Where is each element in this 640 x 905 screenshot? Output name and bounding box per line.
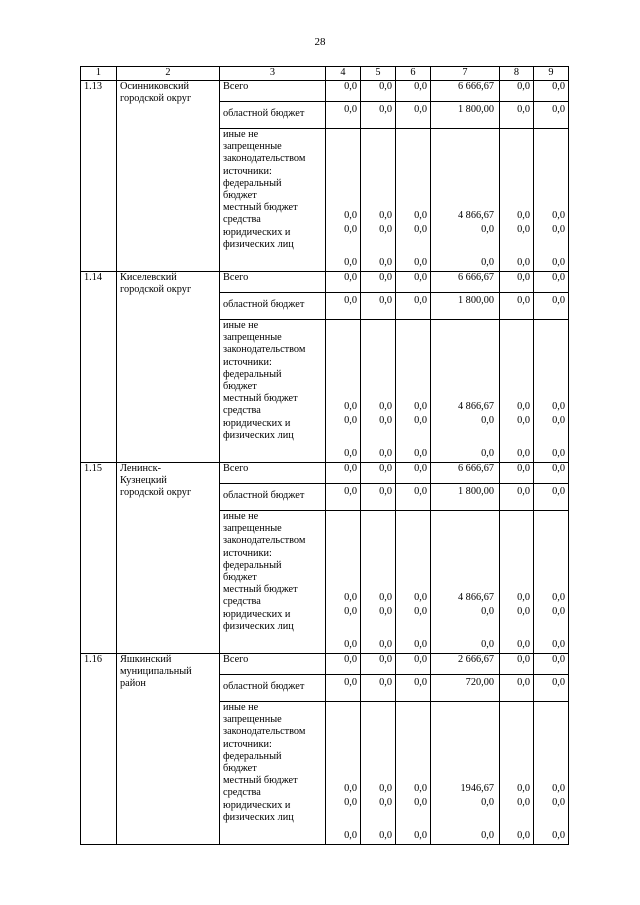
source-oblast-label: областной бюджет [220,102,326,129]
value-cell: 0,0 [500,463,534,484]
value-cell: 0,0 [396,293,431,320]
source-label-line: средства [223,596,261,608]
source-label-line: бюджет [223,381,257,393]
region-name-line: Ленинск- [120,463,162,474]
value-cell: 0,0 [552,783,565,794]
value-cell: 0,0 [414,257,427,268]
value-cell: 0,0 [517,606,530,617]
value-cell: 0,0 [534,102,569,129]
value-cell-stack [500,702,534,845]
value-cell-stack [361,320,396,463]
value-cell: 0,0 [414,797,427,808]
source-label-line: средства [223,787,261,799]
row-index: 1.16 [81,654,117,845]
source-total-label: Всего [220,463,326,484]
value-cell: 0,0 [344,592,357,603]
value-cell: 4 866,67 [457,592,494,603]
value-cell: 0,0 [344,257,357,268]
row-index: 1.14 [81,272,117,463]
source-label-line: иные не [223,511,259,522]
source-total-label: Всего [220,654,326,675]
value-cell: 0,0 [344,783,357,794]
value-cell: 0,0 [361,272,396,293]
value-cell: 0,0 [414,415,427,426]
source-total-label: Всего [220,272,326,293]
value-cell: 0,0 [361,293,396,320]
value-cell: 0,0 [517,210,530,221]
source-oblast-label: областной бюджет [220,484,326,511]
value-cell: 0,0 [379,415,392,426]
value-cell: 0,0 [517,783,530,794]
value-cell: 0,0 [396,654,431,675]
table-row [81,272,569,293]
region-name-line: городской округ [120,487,192,499]
region-name [117,654,220,845]
header-cell: 9 [534,67,569,81]
value-cell: 1946,67 [460,783,494,794]
page-number: 28 [314,36,326,48]
value-cell: 0,0 [361,654,396,675]
source-label-line: законодательством [223,535,306,547]
value-cell: 0,0 [552,415,565,426]
value-cell: 0,0 [552,257,565,268]
value-cell: 0,0 [379,257,392,268]
value-cell: 0,0 [534,81,569,102]
value-cell: 0,0 [481,224,494,235]
value-cell: 0,0 [500,654,534,675]
source-label-line: федеральный [223,559,282,571]
budget-table [80,66,569,845]
value-cell: 0,0 [414,783,427,794]
source-label-line: юридических и [223,799,291,811]
source-label-line: федеральный [223,177,282,189]
value-cell: 0,0 [396,484,431,511]
value-cell: 0,0 [481,415,494,426]
value-cell: 0,0 [481,830,494,841]
value-cell: 0,0 [517,401,530,412]
value-cell: 6 666,67 [431,81,500,102]
source-label-line: запрещенные [223,714,282,726]
table-row [81,654,569,675]
source-label-line: юридических и [223,608,291,620]
source-label-line: физических лиц [223,811,294,823]
source-oblast-label: областной бюджет [220,675,326,702]
source-label-line: иные не [223,320,259,331]
source-label-line: юридических и [223,226,291,238]
value-cell: 0,0 [379,606,392,617]
value-cell: 0,0 [379,639,392,650]
source-label-line: федеральный [223,750,282,762]
value-cell: 0,0 [344,830,357,841]
source-label-line: законодательством [223,726,306,738]
source-label-line: запрещенные [223,141,282,153]
value-cell-stack [326,320,361,463]
value-cell: 0,0 [481,797,494,808]
region-name-line: Кузнецкий [120,475,167,487]
source-other-label [220,511,326,654]
value-cell: 0,0 [552,592,565,603]
value-cell: 0,0 [552,606,565,617]
value-cell: 0,0 [396,102,431,129]
value-cell: 1 800,00 [431,102,500,129]
value-cell: 0,0 [500,81,534,102]
value-cell: 0,0 [344,401,357,412]
value-cell: 0,0 [517,592,530,603]
source-label-line: местный бюджет [223,202,298,214]
value-cell: 0,0 [396,272,431,293]
value-cell: 0,0 [326,654,361,675]
value-cell: 0,0 [534,484,569,511]
region-name-line: район [120,678,146,690]
source-label-line: запрещенные [223,332,282,344]
value-cell: 0,0 [379,592,392,603]
source-label-line: юридических и [223,417,291,429]
value-cell-stack [500,320,534,463]
region-name [117,81,220,272]
value-cell-stack [534,702,569,845]
source-total-label: Всего [220,81,326,102]
source-label-line: источники: [223,738,272,750]
source-label-line: федеральный [223,368,282,380]
value-cell: 0,0 [344,415,357,426]
source-other-label [220,320,326,463]
value-cell: 0,0 [361,463,396,484]
source-label-line: бюджет [223,572,257,584]
value-cell: 0,0 [534,654,569,675]
value-cell: 0,0 [396,81,431,102]
value-cell: 0,0 [534,272,569,293]
value-cell: 0,0 [534,463,569,484]
value-cell: 1 800,00 [431,293,500,320]
value-cell: 0,0 [379,783,392,794]
source-label-line: бюджет [223,190,257,202]
source-label-line: местный бюджет [223,393,298,405]
header-cell: 1 [81,67,117,81]
source-oblast-label: областной бюджет [220,293,326,320]
value-cell: 0,0 [552,210,565,221]
value-cell-stack [396,702,431,845]
region-name-line: городской округ [120,93,192,105]
source-label-line: источники: [223,165,272,177]
region-name-line: муниципальный [120,666,192,678]
value-cell: 0,0 [517,224,530,235]
value-cell: 0,0 [552,639,565,650]
value-cell: 0,0 [344,210,357,221]
value-cell-stack [431,511,500,654]
value-cell: 0,0 [379,224,392,235]
value-cell: 0,0 [500,675,534,702]
value-cell-stack [431,702,500,845]
value-cell: 0,0 [344,639,357,650]
value-cell: 0,0 [379,448,392,459]
value-cell: 0,0 [517,797,530,808]
value-cell-stack [361,511,396,654]
value-cell: 0,0 [361,102,396,129]
value-cell-stack [431,129,500,272]
source-label-line: законодательством [223,153,306,165]
value-cell: 0,0 [481,257,494,268]
value-cell: 0,0 [414,830,427,841]
region-name [117,272,220,463]
source-label-line: физических лиц [223,620,294,632]
source-label-line: запрещенные [223,523,282,535]
value-cell: 0,0 [396,463,431,484]
value-cell: 0,0 [361,81,396,102]
source-label-line: физических лиц [223,238,294,250]
source-label-line: физических лиц [223,429,294,441]
header-cell: 2 [117,67,220,81]
value-cell: 6 666,67 [431,463,500,484]
value-cell-stack [396,320,431,463]
region-name-line: Киселевский [120,272,177,283]
value-cell-stack [431,320,500,463]
value-cell-stack [500,511,534,654]
source-label-line: средства [223,405,261,417]
value-cell: 0,0 [344,448,357,459]
value-cell-stack [326,702,361,845]
value-cell: 4 866,67 [457,401,494,412]
value-cell: 0,0 [344,797,357,808]
source-label-line: законодательством [223,344,306,356]
value-cell: 1 800,00 [431,484,500,511]
value-cell: 0,0 [396,675,431,702]
header-cell: 5 [361,67,396,81]
value-cell: 0,0 [534,675,569,702]
value-cell: 0,0 [414,639,427,650]
value-cell: 0,0 [517,639,530,650]
value-cell: 0,0 [481,639,494,650]
value-cell-stack [396,129,431,272]
value-cell: 4 866,67 [457,210,494,221]
value-cell: 0,0 [379,797,392,808]
header-cell: 4 [326,67,361,81]
value-cell: 0,0 [481,606,494,617]
value-cell: 0,0 [481,448,494,459]
source-label-line: иные не [223,702,259,713]
header-cell: 7 [431,67,500,81]
value-cell: 0,0 [500,102,534,129]
source-label-line: бюджет [223,763,257,775]
value-cell: 0,0 [344,224,357,235]
value-cell: 0,0 [344,606,357,617]
value-cell: 720,00 [431,675,500,702]
value-cell-stack [361,129,396,272]
source-label-line: местный бюджет [223,775,298,787]
value-cell: 0,0 [552,224,565,235]
source-label-line: источники: [223,356,272,368]
value-cell-stack [326,511,361,654]
table-row [81,463,569,484]
row-index: 1.13 [81,81,117,272]
value-cell-stack [534,320,569,463]
value-cell: 0,0 [534,293,569,320]
value-cell-stack [500,129,534,272]
value-cell: 2 666,67 [431,654,500,675]
source-label-line: средства [223,214,261,226]
source-other-label [220,129,326,272]
value-cell: 0,0 [414,210,427,221]
region-name-line: Яшкинский [120,654,172,665]
header-cell: 6 [396,67,431,81]
table-row [81,81,569,102]
region-name-line: городской округ [120,284,192,296]
value-cell: 0,0 [500,272,534,293]
value-cell: 0,0 [361,675,396,702]
header-cell: 3 [220,67,326,81]
source-label-line: иные не [223,129,259,140]
value-cell: 0,0 [326,675,361,702]
value-cell: 0,0 [326,81,361,102]
value-cell: 0,0 [326,463,361,484]
value-cell: 0,0 [326,102,361,129]
value-cell: 0,0 [379,401,392,412]
value-cell: 0,0 [414,592,427,603]
value-cell: 0,0 [517,415,530,426]
value-cell: 0,0 [326,272,361,293]
value-cell: 0,0 [326,484,361,511]
region-name-line: Осинниковский [120,81,190,92]
value-cell-stack [534,129,569,272]
value-cell: 0,0 [517,257,530,268]
value-cell: 0,0 [500,293,534,320]
value-cell: 0,0 [414,224,427,235]
value-cell-stack [326,129,361,272]
value-cell: 0,0 [552,401,565,412]
value-cell-stack [534,511,569,654]
value-cell: 0,0 [500,484,534,511]
value-cell: 0,0 [379,210,392,221]
region-name [117,463,220,654]
value-cell: 0,0 [552,797,565,808]
value-cell: 0,0 [414,448,427,459]
row-index: 1.15 [81,463,117,654]
value-cell-stack [361,702,396,845]
value-cell: 0,0 [517,448,530,459]
source-label-line: источники: [223,547,272,559]
value-cell: 0,0 [414,606,427,617]
source-other-label [220,702,326,845]
value-cell: 0,0 [552,448,565,459]
header-row [81,67,569,81]
value-cell-stack [396,511,431,654]
value-cell: 0,0 [552,830,565,841]
source-label-line: местный бюджет [223,584,298,596]
value-cell: 0,0 [326,293,361,320]
value-cell: 0,0 [414,401,427,412]
value-cell: 0,0 [379,830,392,841]
value-cell: 0,0 [517,830,530,841]
value-cell: 6 666,67 [431,272,500,293]
header-cell: 8 [500,67,534,81]
value-cell: 0,0 [361,484,396,511]
